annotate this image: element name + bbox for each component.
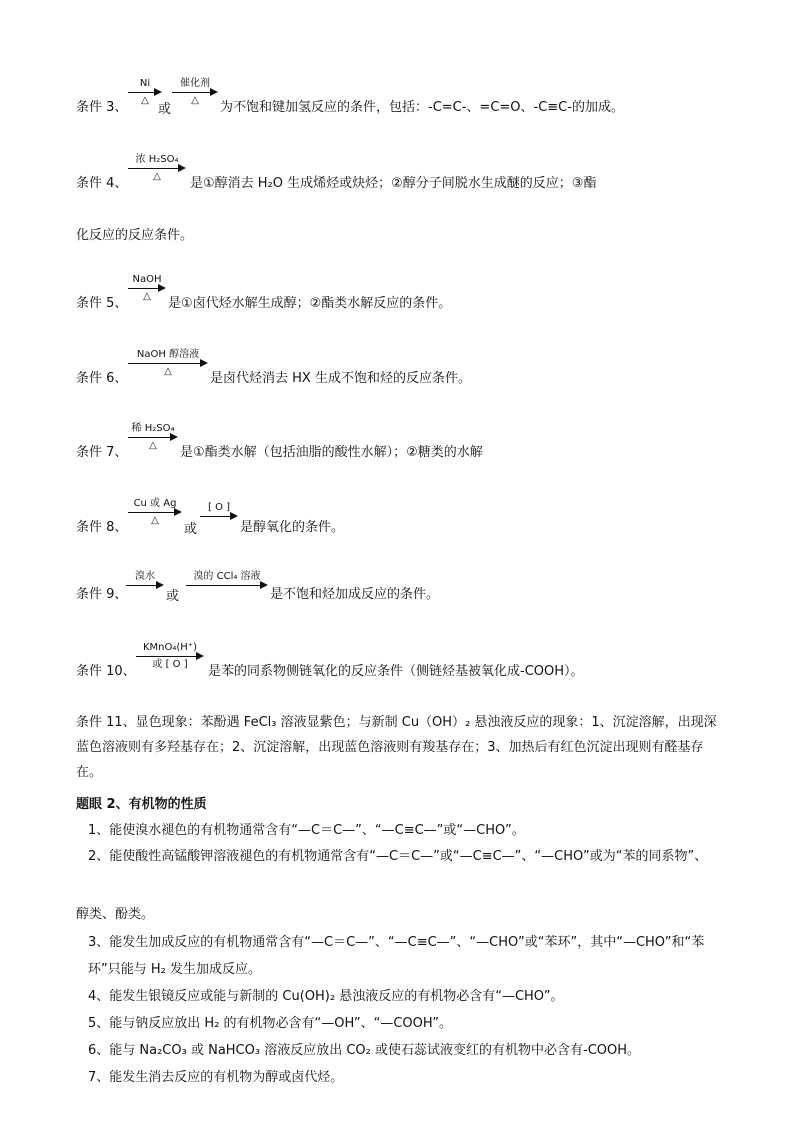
arrow-condition-below: △ [149, 440, 157, 451]
reaction-arrow [128, 498, 182, 528]
arrow-condition-above: KMnO₄(H⁺) [142, 642, 197, 653]
condition-label: 条件 6、 [76, 371, 128, 386]
section-title: 题眼 2、有机物的性质 [76, 797, 207, 812]
condition-text: 是卤代烃消去 HX 生成不饱和烃的反应条件。 [210, 371, 471, 386]
condition-text: 为不饱和键加氢反应的条件，包括：-C=C-、=C=O、-C≡C-的加成。 [220, 100, 624, 115]
condition-text: 是①醇消去 H₂O 生成烯烃或炔烃；②醇分子间脱水生成醚的反应；③酯 [190, 176, 597, 191]
arrow-condition-above: 稀 H₂SO₄ [131, 423, 175, 434]
arrow-condition-above: 浓 H₂SO₄ [135, 154, 179, 165]
condition-label: 条件 7、 [76, 445, 128, 460]
condition-label: 条件 8、 [76, 520, 128, 535]
property-item: 1、能使溴水褪色的有机物通常含有“—C＝C—”、“—C≡C—”或“—CHO”。 [88, 823, 525, 838]
arrow-condition-below: △ [153, 171, 161, 182]
reaction-arrow [128, 349, 208, 379]
condition-text: 是不饱和烃加成反应的条件。 [270, 587, 440, 602]
property-item: 3、能发生加成反应的有机物通常含有“—C＝C—”、“—C≡C—”、“—CHO”或“苯环”，其中“—CHO”和“苯环”只能与 H₂ 发生加成反应。 [88, 935, 705, 977]
arrow-condition-above: 溴的 CCl₄ 溶液 [193, 571, 261, 582]
arrow-condition-below: △ [164, 366, 172, 377]
reaction-arrow [200, 502, 238, 532]
condition-text: 是①卤代烃水解生成醇；②酯类水解反应的条件。 [168, 296, 452, 311]
condition-text: 是醇氧化的条件。 [240, 520, 345, 535]
condition-label: 条件 5、 [76, 296, 128, 311]
condition-label: 条件 3、 [76, 100, 128, 115]
property-item: 7、能发生消去反应的有机物为醇或卤代烃。 [88, 1070, 344, 1085]
arrow-condition-above: NaOH [132, 274, 162, 285]
condition-11: 条件 11、显色现象：苯酚遇 FeCl₃ 溶液显紫色；与新制 Cu（OH）₂ 悬浊液反应的现象：1、沉淀溶解，出现深蓝色溶液则有多羟基存在；2、沉淀溶解，出现蓝色溶液则有羧基存在；3、加热后有红色沉淀出现则有醛基存在。 [76, 715, 717, 780]
property-item: 醇类、酚类。 [76, 907, 155, 922]
condition-label: 条件 4、 [76, 176, 128, 191]
reaction-arrow [136, 642, 204, 672]
condition-text: 是①酯类水解（包括油脂的酸性水解）；②糖类的水解 [180, 445, 483, 460]
reaction-arrow [128, 154, 186, 184]
reaction-arrow [186, 571, 268, 601]
reaction-arrow [172, 78, 218, 108]
or-text: 或 [184, 522, 198, 537]
arrow-condition-above: 催化剂 [180, 78, 210, 89]
reaction-arrow [128, 274, 166, 304]
reaction-arrow [126, 571, 164, 601]
reaction-arrow [128, 78, 162, 108]
condition-label: 条件 9、 [76, 587, 128, 602]
arrow-condition-below: △ [141, 95, 149, 106]
arrow-condition-below: △ [191, 95, 199, 106]
property-item: 5、能与钠反应放出 H₂ 的有机物必含有“—OH”、“—COOH”。 [88, 1016, 452, 1031]
arrow-condition-below: △ [151, 515, 159, 526]
arrow-condition-above: 溴水 [135, 571, 155, 582]
arrow-condition-below: △ [143, 291, 151, 302]
property-item: 6、能与 Na₂CO₃ 或 NaHCO₃ 溶液反应放出 CO₂ 或使石蕊试液变红的有机物中必含有-COOH。 [88, 1043, 641, 1058]
arrow-condition-above: NaOH 醇溶液 [136, 349, 200, 360]
condition-4-continued: 化反应的反应条件。 [76, 228, 194, 243]
or-text: 或 [166, 589, 180, 604]
arrow-condition-above: Ni [139, 78, 151, 89]
property-item: 4、能发生银镜反应或能与新制的 Cu(OH)₂ 悬浊液反应的有机物必含有“—CHO”。 [88, 989, 564, 1004]
or-text: 或 [158, 102, 172, 117]
arrow-condition-above: [ O ] [207, 502, 231, 513]
arrow-condition-above: Cu 或 Ag [133, 498, 177, 509]
property-item: 2、能使酸性高锰酸钾溶液褪色的有机物通常含有“—C＝C—”或“—C≡C—”、“—CHO”或为“苯的同系物”、 [88, 849, 708, 864]
reaction-arrow [128, 423, 178, 453]
arrow-condition-below: 或 [ O ] [152, 659, 188, 670]
condition-text: 是苯的同系物侧链氧化的反应条件（侧链烃基被氧化成-COOH）。 [208, 664, 584, 679]
condition-label: 条件 10、 [76, 664, 136, 679]
